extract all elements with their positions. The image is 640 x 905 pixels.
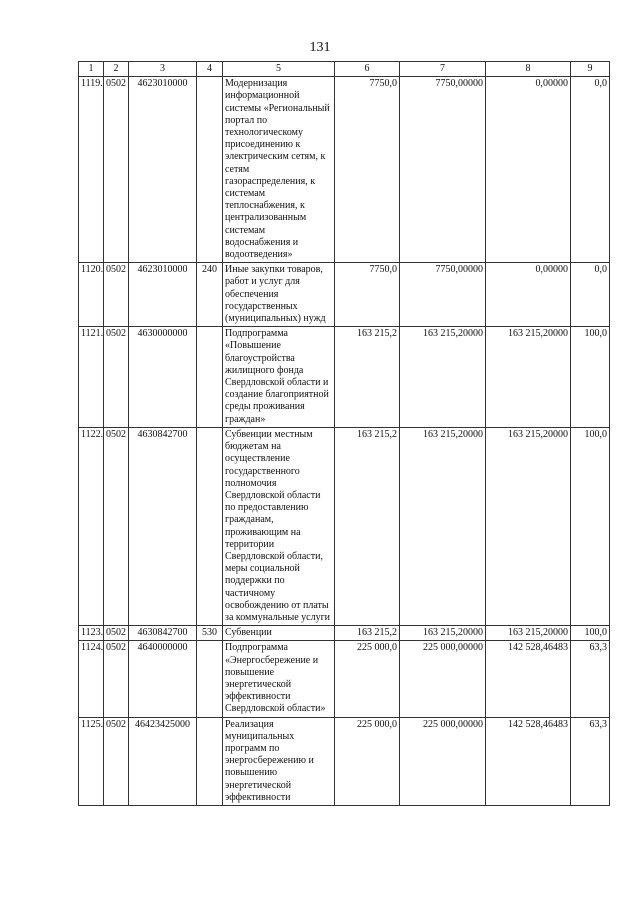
amount: 163 215,20000	[400, 626, 486, 641]
execution-percent: 100,0	[571, 327, 610, 428]
table-row	[79, 327, 610, 428]
column-header: 6	[335, 62, 400, 77]
section-code: 0502	[104, 77, 129, 263]
execution-percent: 63,3	[571, 641, 610, 717]
row-number: 1123.	[79, 626, 104, 641]
execution-percent: 0,0	[571, 263, 610, 327]
expense-kind	[197, 427, 223, 625]
item-name: Реализация муниципальных программ по энергосбережению и повышению энергетической эффективности	[223, 717, 335, 805]
execution-percent: 100,0	[571, 427, 610, 625]
planned-amount: 225 000,0	[335, 717, 400, 805]
row-number: 1119.	[79, 77, 104, 263]
expense-kind	[197, 77, 223, 263]
column-header: 4	[197, 62, 223, 77]
column-header: 1	[79, 62, 104, 77]
executed-amount: 163 215,20000	[486, 327, 571, 428]
section-code: 0502	[104, 263, 129, 327]
item-name: Модернизация информационной системы «Региональный портал по технологическому присоединению к электрическим сетям, к сетям газораспределения, к системам теплоснабжения, к централизованным системам водоснабжения и водоотведения»	[223, 77, 335, 263]
planned-amount: 7750,0	[335, 77, 400, 263]
row-number: 1121.	[79, 327, 104, 428]
target-article: 4630000000	[129, 327, 197, 428]
target-article: 4623010000	[129, 263, 197, 327]
executed-amount: 142 528,46483	[486, 717, 571, 805]
planned-amount: 163 215,2	[335, 327, 400, 428]
section-code: 0502	[104, 427, 129, 625]
planned-amount: 225 000,0	[335, 641, 400, 717]
item-name: Иные закупки товаров, работ и услуг для обеспечения государственных (муниципальных) нужд	[223, 263, 335, 327]
target-article: 4630842700	[129, 626, 197, 641]
section-code: 0502	[104, 626, 129, 641]
amount: 7750,00000	[400, 263, 486, 327]
budget-table	[78, 61, 610, 806]
section-code: 0502	[104, 327, 129, 428]
item-name: Подпрограмма «Повышение благоустройства жилищного фонда Свердловской области и создание благоприятной среды проживания граждан»	[223, 327, 335, 428]
header-row	[79, 62, 610, 77]
target-article: 4630842700	[129, 427, 197, 625]
executed-amount: 163 215,20000	[486, 626, 571, 641]
target-article: 4640000000	[129, 641, 197, 717]
section-code: 0502	[104, 717, 129, 805]
executed-amount: 0,00000	[486, 77, 571, 263]
row-number: 1125.	[79, 717, 104, 805]
page-number: 131	[309, 40, 331, 55]
amount: 7750,00000	[400, 77, 486, 263]
column-header: 5	[223, 62, 335, 77]
amount: 163 215,20000	[400, 327, 486, 428]
expense-kind	[197, 641, 223, 717]
planned-amount: 7750,0	[335, 263, 400, 327]
column-header: 3	[129, 62, 197, 77]
expense-kind	[197, 717, 223, 805]
item-name: Субвенции местным бюджетам на осуществление государственного полномочия Свердловской области по предоставлению гражданам, проживающим на территории Свердловской области, меры социальной поддержки по частичному освобождению от платы за коммунальные услуги	[223, 427, 335, 625]
column-header: 7	[400, 62, 486, 77]
column-header: 9	[571, 62, 610, 77]
section-code: 0502	[104, 641, 129, 717]
column-header: 2	[104, 62, 129, 77]
row-number: 1124.	[79, 641, 104, 717]
target-article: 46423425000	[129, 717, 197, 805]
row-number: 1122.	[79, 427, 104, 625]
expense-kind: 240	[197, 263, 223, 327]
expense-kind: 530	[197, 626, 223, 641]
executed-amount: 0,00000	[486, 263, 571, 327]
row-number: 1120.	[79, 263, 104, 327]
execution-percent: 100,0	[571, 626, 610, 641]
executed-amount: 163 215,20000	[486, 427, 571, 625]
planned-amount: 163 215,2	[335, 626, 400, 641]
table-row	[79, 641, 610, 717]
planned-amount: 163 215,2	[335, 427, 400, 625]
table-row	[79, 626, 610, 641]
execution-percent: 0,0	[571, 77, 610, 263]
table-row	[79, 263, 610, 327]
expense-kind	[197, 327, 223, 428]
table-row	[79, 427, 610, 625]
executed-amount: 142 528,46483	[486, 641, 571, 717]
target-article: 4623010000	[129, 77, 197, 263]
column-header: 8	[486, 62, 571, 77]
item-name: Субвенции	[223, 626, 335, 641]
amount: 225 000,00000	[400, 717, 486, 805]
table-row	[79, 717, 610, 805]
item-name: Подпрограмма «Энергосбережение и повышение энергетической эффективности Свердловской области»	[223, 641, 335, 717]
amount: 225 000,00000	[400, 641, 486, 717]
execution-percent: 63,3	[571, 717, 610, 805]
table-row	[79, 77, 610, 263]
amount: 163 215,20000	[400, 427, 486, 625]
